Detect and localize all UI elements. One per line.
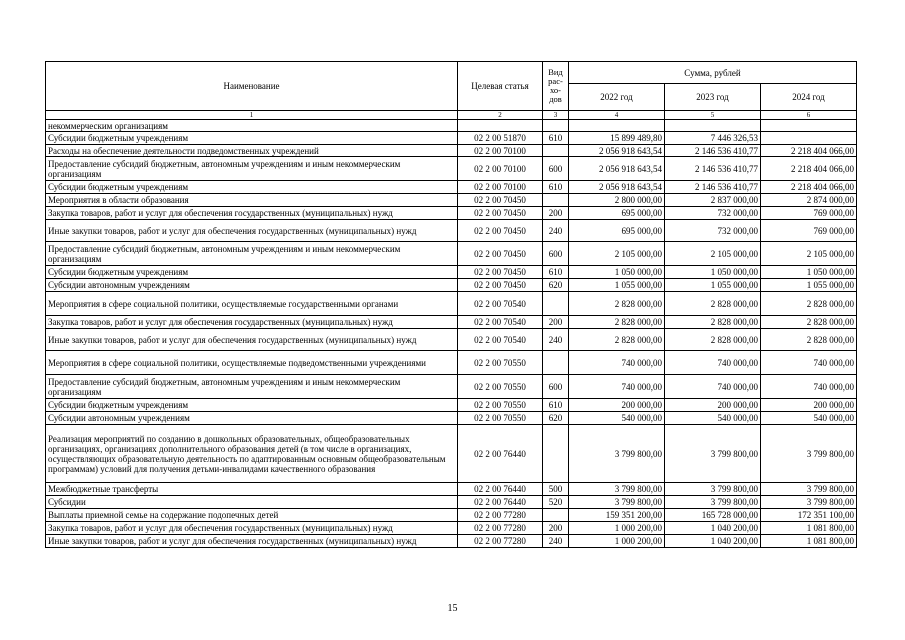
row-sum-2024: 172 351 100,00 — [761, 509, 857, 522]
row-sum-2024: 2 828 000,00 — [761, 292, 857, 316]
row-name: Иные закупки товаров, работ и услуг для обеспечения государственных (муниципальных) нужд — [46, 535, 458, 548]
row-name: Реализация мероприятий по созданию в дошкольных образовательных, общеобразовательных организациях, организациях дополнительного образования детей (в том числе в организациях, осуществляющих образовательную деятельность по адаптированным основным общеобразовательным программам) условий для получения детьми-инвалидами качественного образования — [46, 425, 458, 483]
row-sum-2022: 3 799 800,00 — [569, 425, 665, 483]
row-sum-2022: 2 828 000,00 — [569, 292, 665, 316]
row-sum-2022: 200 000,00 — [569, 399, 665, 412]
row-target-code: 02 2 00 70450 — [458, 266, 543, 279]
row-sum-2022: 1 050 000,00 — [569, 266, 665, 279]
row-sum-2024 — [761, 132, 857, 145]
row-target-code: 02 2 00 70540 — [458, 329, 543, 351]
row-target-code: 02 2 00 77280 — [458, 522, 543, 535]
row-sum-2022: 3 799 800,00 — [569, 483, 665, 496]
row-expense-type — [543, 194, 569, 207]
row-sum-2022: 695 000,00 — [569, 220, 665, 242]
row-sum-2023: 200 000,00 — [665, 399, 761, 412]
header-vid-line-3: хо- — [549, 85, 561, 95]
row-sum-2024: 769 000,00 — [761, 220, 857, 242]
row-target-code: 02 2 00 70450 — [458, 242, 543, 266]
row-expense-type: 520 — [543, 496, 569, 509]
row-sum-2024: 769 000,00 — [761, 207, 857, 220]
row-sum-2023: 2 146 536 410,77 — [665, 181, 761, 194]
row-expense-type: 500 — [543, 483, 569, 496]
row-target-code: 02 2 00 77280 — [458, 509, 543, 522]
row-name: Субсидии — [46, 496, 458, 509]
row-sum-2023: 3 799 800,00 — [665, 496, 761, 509]
row-sum-2024 — [761, 120, 857, 132]
row-sum-2023: 165 728 000,00 — [665, 509, 761, 522]
row-expense-type: 600 — [543, 375, 569, 399]
row-name: Иные закупки товаров, работ и услуг для обеспечения государственных (муниципальных) нужд — [46, 329, 458, 351]
row-target-code: 02 2 00 70540 — [458, 292, 543, 316]
row-target-code: 02 2 00 76440 — [458, 496, 543, 509]
row-sum-2023: 732 000,00 — [665, 207, 761, 220]
row-sum-2022: 740 000,00 — [569, 351, 665, 375]
table-row — [46, 157, 857, 181]
row-expense-type — [543, 120, 569, 132]
row-target-code: 02 2 00 70550 — [458, 351, 543, 375]
row-name: Межбюджетные трансферты — [46, 483, 458, 496]
row-target-code: 02 2 00 70450 — [458, 220, 543, 242]
row-sum-2022: 2 056 918 643,54 — [569, 145, 665, 157]
row-sum-2022: 2 800 000,00 — [569, 194, 665, 207]
row-sum-2023: 2 828 000,00 — [665, 316, 761, 329]
row-name: Закупка товаров, работ и услуг для обеспечения государственных (муниципальных) нужд — [46, 207, 458, 220]
row-name: Закупка товаров, работ и услуг для обеспечения государственных (муниципальных) нужд — [46, 522, 458, 535]
table-row — [46, 375, 857, 399]
row-sum-2024: 1 081 800,00 — [761, 522, 857, 535]
row-target-code: 02 2 00 70100 — [458, 181, 543, 194]
row-name: Субсидии автономным учреждениям — [46, 279, 458, 292]
row-sum-2024: 2 218 404 066,00 — [761, 145, 857, 157]
table-row — [46, 329, 857, 351]
col-index: 4 — [569, 111, 665, 120]
row-expense-type — [543, 509, 569, 522]
table-row — [46, 194, 857, 207]
row-sum-2022: 3 799 800,00 — [569, 496, 665, 509]
row-expense-type — [543, 351, 569, 375]
row-expense-type: 620 — [543, 279, 569, 292]
table-row — [46, 181, 857, 194]
row-expense-type: 610 — [543, 266, 569, 279]
header-vid-line-4: дов — [549, 94, 562, 104]
table-row — [46, 266, 857, 279]
col-index: 6 — [761, 111, 857, 120]
row-name: некоммерческим организациям — [46, 120, 458, 132]
row-expense-type: 600 — [543, 242, 569, 266]
row-target-code: 02 2 00 70100 — [458, 145, 543, 157]
row-expense-type: 620 — [543, 412, 569, 425]
row-target-code: 02 2 00 70100 — [458, 157, 543, 181]
row-sum-2024: 1 050 000,00 — [761, 266, 857, 279]
row-target-code: 02 2 00 70550 — [458, 412, 543, 425]
row-sum-2023: 2 828 000,00 — [665, 329, 761, 351]
row-expense-type: 200 — [543, 316, 569, 329]
table-row — [46, 399, 857, 412]
row-name: Мероприятия в области образования — [46, 194, 458, 207]
row-sum-2023: 2 828 000,00 — [665, 292, 761, 316]
row-sum-2023: 1 055 000,00 — [665, 279, 761, 292]
row-name: Субсидии бюджетным учреждениям — [46, 181, 458, 194]
row-target-code — [458, 120, 543, 132]
row-sum-2023: 1 050 000,00 — [665, 266, 761, 279]
row-sum-2024: 740 000,00 — [761, 375, 857, 399]
row-expense-type — [543, 425, 569, 483]
col-index: 3 — [543, 111, 569, 120]
row-name: Закупка товаров, работ и услуг для обеспечения государственных (муниципальных) нужд — [46, 316, 458, 329]
row-sum-2024: 1 081 800,00 — [761, 535, 857, 548]
row-sum-2023: 740 000,00 — [665, 375, 761, 399]
row-name: Субсидии автономным учреждениям — [46, 412, 458, 425]
row-expense-type — [543, 145, 569, 157]
row-sum-2022: 2 056 918 643,54 — [569, 181, 665, 194]
row-name: Субсидии бюджетным учреждениям — [46, 399, 458, 412]
row-sum-2024: 540 000,00 — [761, 412, 857, 425]
col-index: 1 — [46, 111, 458, 120]
row-sum-2022: 740 000,00 — [569, 375, 665, 399]
row-sum-2023: 540 000,00 — [665, 412, 761, 425]
row-expense-type: 200 — [543, 207, 569, 220]
col-index: 2 — [458, 111, 543, 120]
row-expense-type: 240 — [543, 220, 569, 242]
table-row — [46, 316, 857, 329]
row-sum-2024: 2 218 404 066,00 — [761, 181, 857, 194]
row-name: Предоставление субсидий бюджетным, автономным учреждениям и иным некоммерческим организациям — [46, 157, 458, 181]
row-target-code: 02 2 00 51870 — [458, 132, 543, 145]
row-sum-2022: 695 000,00 — [569, 207, 665, 220]
row-sum-2023: 2 837 000,00 — [665, 194, 761, 207]
row-sum-2022: 2 105 000,00 — [569, 242, 665, 266]
row-name: Предоставление субсидий бюджетным, автономным учреждениям и иным некоммерческим организациям — [46, 375, 458, 399]
row-sum-2023: 1 040 200,00 — [665, 522, 761, 535]
row-sum-2024: 200 000,00 — [761, 399, 857, 412]
row-sum-2022: 1 055 000,00 — [569, 279, 665, 292]
row-target-code: 02 2 00 76440 — [458, 425, 543, 483]
row-sum-2023: 7 446 326,53 — [665, 132, 761, 145]
row-sum-2023: 3 799 800,00 — [665, 425, 761, 483]
table-row — [46, 412, 857, 425]
table-row — [46, 535, 857, 548]
row-sum-2023: 740 000,00 — [665, 351, 761, 375]
table-body — [46, 120, 857, 548]
table-row — [46, 207, 857, 220]
header-vid-line-2: рас- — [548, 76, 563, 86]
header-2024: 2024 год — [761, 84, 857, 111]
row-target-code: 02 2 00 76440 — [458, 483, 543, 496]
row-sum-2022: 1 000 200,00 — [569, 535, 665, 548]
row-expense-type: 610 — [543, 132, 569, 145]
row-expense-type: 610 — [543, 399, 569, 412]
row-sum-2022: 1 000 200,00 — [569, 522, 665, 535]
row-sum-2024: 1 055 000,00 — [761, 279, 857, 292]
row-name: Предоставление субсидий бюджетным, автономным учреждениям и иным некоммерческим организациям — [46, 242, 458, 266]
row-expense-type: 200 — [543, 522, 569, 535]
row-name: Субсидии бюджетным учреждениям — [46, 132, 458, 145]
row-sum-2024: 740 000,00 — [761, 351, 857, 375]
row-sum-2024: 2 105 000,00 — [761, 242, 857, 266]
row-target-code: 02 2 00 70540 — [458, 316, 543, 329]
table-row — [46, 496, 857, 509]
row-name: Субсидии бюджетным учреждениям — [46, 266, 458, 279]
row-sum-2022: 2 056 918 643,54 — [569, 157, 665, 181]
row-sum-2024: 2 218 404 066,00 — [761, 157, 857, 181]
row-sum-2024: 2 874 000,00 — [761, 194, 857, 207]
col-index: 5 — [665, 111, 761, 120]
header-2023: 2023 год — [665, 84, 761, 111]
row-target-code: 02 2 00 70450 — [458, 194, 543, 207]
row-sum-2024: 2 828 000,00 — [761, 329, 857, 351]
row-target-code: 02 2 00 70550 — [458, 375, 543, 399]
row-target-code: 02 2 00 70450 — [458, 279, 543, 292]
page-number: 15 — [447, 603, 458, 614]
row-sum-2023: 2 105 000,00 — [665, 242, 761, 266]
row-sum-2022: 2 828 000,00 — [569, 329, 665, 351]
row-target-code: 02 2 00 70450 — [458, 207, 543, 220]
row-expense-type: 600 — [543, 157, 569, 181]
header-target: Целевая статья — [458, 62, 543, 111]
row-sum-2023 — [665, 120, 761, 132]
row-sum-2022: 15 899 489,80 — [569, 132, 665, 145]
table-row — [46, 220, 857, 242]
row-name: Мероприятия в сфере социальной политики, осуществляемые подведомственными учреждениями — [46, 351, 458, 375]
row-sum-2023: 1 040 200,00 — [665, 535, 761, 548]
table-row — [46, 120, 857, 132]
row-expense-type: 610 — [543, 181, 569, 194]
header-vid — [543, 62, 569, 111]
row-sum-2022: 540 000,00 — [569, 412, 665, 425]
table-row — [46, 351, 857, 375]
table-row — [46, 242, 857, 266]
row-name: Мероприятия в сфере социальной политики, осуществляемые государственными органами — [46, 292, 458, 316]
table-row — [46, 132, 857, 145]
header-vid-line-1: Вид — [548, 67, 563, 77]
row-expense-type — [543, 292, 569, 316]
row-name: Расходы на обеспечение деятельности подведомственных учреждений — [46, 145, 458, 157]
row-target-code: 02 2 00 77280 — [458, 535, 543, 548]
row-sum-2023: 2 146 536 410,77 — [665, 157, 761, 181]
row-sum-2023: 3 799 800,00 — [665, 483, 761, 496]
row-sum-2022: 159 351 200,00 — [569, 509, 665, 522]
budget-table — [45, 61, 857, 548]
row-sum-2024: 3 799 800,00 — [761, 496, 857, 509]
row-sum-2024: 3 799 800,00 — [761, 425, 857, 483]
header-2022: 2022 год — [569, 84, 665, 111]
table-row — [46, 145, 857, 157]
header-name: Наименование — [46, 62, 458, 111]
row-sum-2022 — [569, 120, 665, 132]
row-sum-2023: 732 000,00 — [665, 220, 761, 242]
table-row — [46, 509, 857, 522]
row-name: Иные закупки товаров, работ и услуг для обеспечения государственных (муниципальных) нужд — [46, 220, 458, 242]
row-sum-2024: 2 828 000,00 — [761, 316, 857, 329]
table-row — [46, 279, 857, 292]
row-expense-type: 240 — [543, 329, 569, 351]
row-sum-2024: 3 799 800,00 — [761, 483, 857, 496]
row-expense-type: 240 — [543, 535, 569, 548]
row-name: Выплаты приемной семье на содержание подопечных детей — [46, 509, 458, 522]
table-row — [46, 292, 857, 316]
row-sum-2023: 2 146 536 410,77 — [665, 145, 761, 157]
table-row — [46, 483, 857, 496]
row-target-code: 02 2 00 70550 — [458, 399, 543, 412]
table-row — [46, 522, 857, 535]
header-sum: Сумма, рублей — [569, 62, 857, 84]
table-row — [46, 425, 857, 483]
row-sum-2022: 2 828 000,00 — [569, 316, 665, 329]
